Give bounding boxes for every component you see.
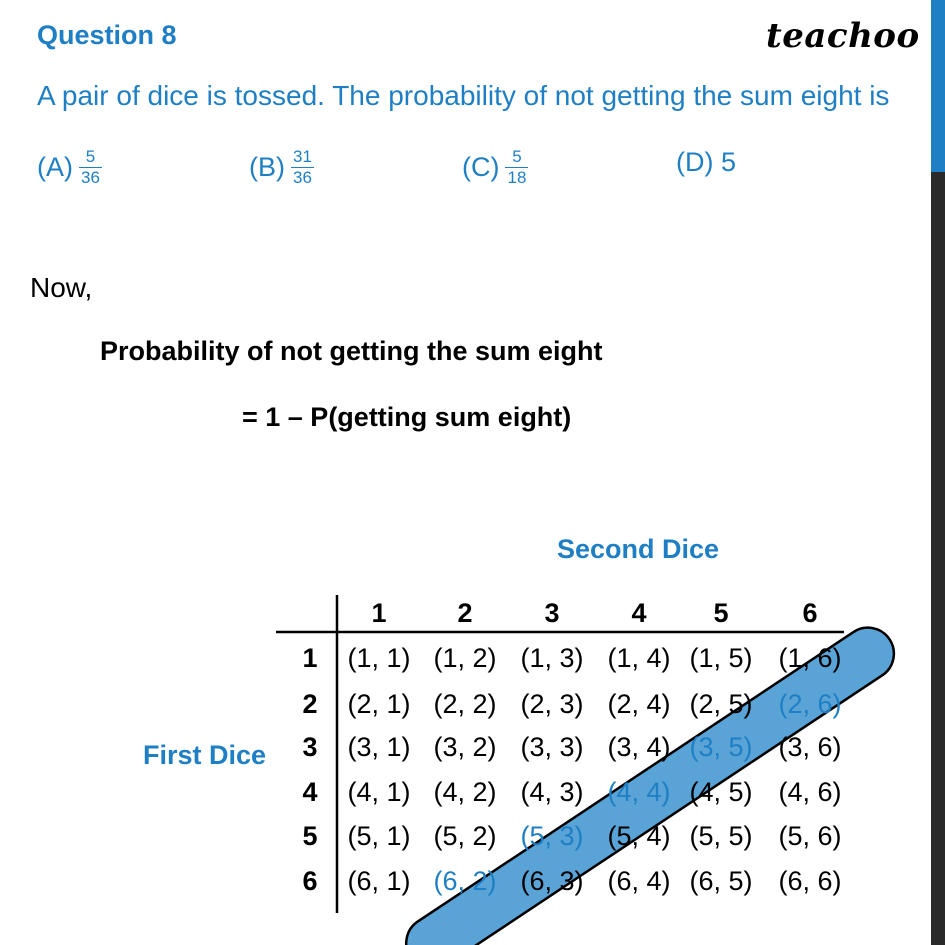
first-dice-title: First Dice [143,740,267,770]
option-b-numerator: 31 [293,147,312,166]
solution-line-1: Probability of not getting the sum eight [100,336,603,366]
table-cell: (1, 4) [607,643,671,673]
table-cell: (1, 5) [689,643,753,673]
option-c-numerator: 5 [512,147,522,166]
table-cell: (6, 4) [607,866,671,896]
col-header-1: 1 [371,598,387,628]
table-cell: (5, 6) [778,821,842,851]
option-d-label: (D) 5 [676,147,736,177]
question-title: Question 8 [37,20,177,50]
solution-now: Now, [30,272,93,303]
table-cell: (5, 2) [433,821,497,851]
option-b-denominator: 36 [293,168,312,187]
option-b-label: (B) [249,152,285,182]
table-cell: (3, 1) [347,732,411,762]
option-c-label: (C) [462,152,500,182]
table-cell: (4, 3) [520,777,584,807]
table-cell: (4, 2) [433,777,497,807]
row-header-3: 3 [302,732,318,762]
row-header-5: 5 [302,821,318,851]
teachoo-logo: teachoo [766,16,920,56]
table-cell: (3, 4) [607,732,671,762]
table-cell: (2, 2) [433,689,497,719]
table-cell: (1, 3) [520,643,584,673]
option-a-numerator: 5 [85,147,96,166]
table-cell: (1, 6) [778,643,842,673]
table-cell: (3, 6) [778,732,842,762]
option-a-label: (A) [37,152,73,182]
table-cell: (5, 4) [607,821,671,851]
table-cell: (2, 3) [520,689,584,719]
table-cell: (4, 5) [689,777,753,807]
col-header-5: 5 [713,598,729,628]
table-cell: (4, 6) [778,777,842,807]
second-dice-title: Second Dice [557,534,720,564]
col-header-2: 2 [457,598,473,628]
table-cell: (2, 4) [607,689,671,719]
row-header-2: 2 [302,689,318,719]
option-c-denominator: 18 [507,168,527,187]
row-header-1: 1 [302,643,318,673]
table-cell: (5, 3) [520,821,584,851]
table-cell: (3, 2) [433,732,497,762]
table-cell: (6, 1) [347,866,411,896]
col-header-3: 3 [544,598,560,628]
col-header-4: 4 [631,598,647,628]
table-cell: (5, 5) [689,821,753,851]
table-cell: (1, 2) [433,643,497,673]
row-header-6: 6 [302,866,318,896]
row-header-4: 4 [302,777,318,807]
question-text: A pair of dice is tossed. The probability of not getting the sum eight is [37,80,890,111]
table-cell: (2, 6) [778,689,842,719]
table-cell: (1, 1) [347,643,411,673]
table-cell: (4, 4) [607,777,671,807]
option-a-denominator: 36 [81,168,100,187]
scrollbar-thumb[interactable] [931,0,945,172]
table-cell: (2, 1) [347,689,411,719]
table-cell: (5, 1) [347,821,411,851]
table-cell: (3, 3) [520,732,584,762]
table-cell: (2, 5) [689,689,753,719]
solution-line-2: = 1 – P(getting sum eight) [242,402,572,432]
table-cell: (6, 5) [689,866,753,896]
table-cell: (6, 6) [778,866,842,896]
table-cell: (6, 2) [433,866,497,896]
table-cell: (6, 3) [520,866,584,896]
col-header-6: 6 [802,598,818,628]
table-cell: (4, 1) [347,777,411,807]
table-cell: (3, 5) [689,732,753,762]
